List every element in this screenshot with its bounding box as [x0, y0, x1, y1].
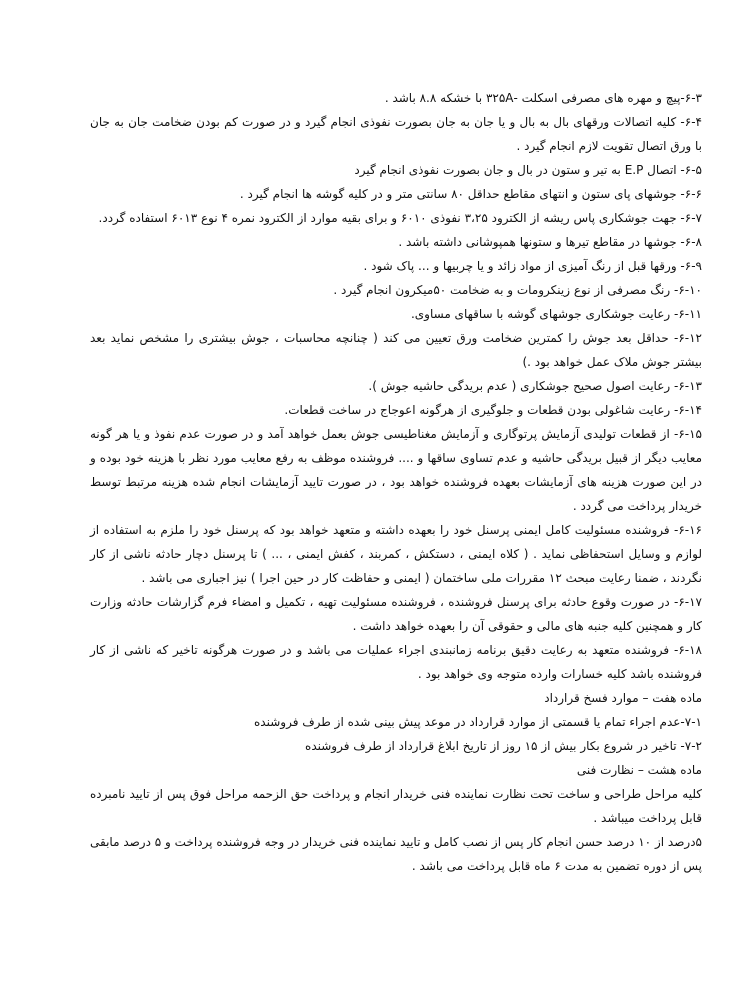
- clause-6-12: ۶-۱۲- حداقل بعد جوش را کمترین ضخامت ورق تعیین می کند ( چنانچه محاسبات ، جوش بیشتری را مشخص نماید بعد بیشتر جوش ملاک عمل خواهد بود .): [90, 331, 702, 369]
- clause-7-1: ۷-۱-عدم اجراء تمام یا قسمتی از موارد قرارداد در موعد پیش بینی شده از طرف فروشنده: [254, 715, 702, 729]
- clause-6-18: ۶-۱۸- فروشنده متعهد به رعایت دقیق برنامه زمانبندی اجراء عملیات می باشد و در صورت هرگونه تاخیر که ناشی از کار فروشنده باشد کلیه خسارات وارده متوجه وی خواهد بود .: [90, 643, 702, 681]
- supervision-paragraph: کلیه مراحل طراحی و ساخت تحت نظارت نماینده فنی خریدار انجام و پرداخت حق الزحمه مراحل فوق پس از تایید نامبرده قابل پرداخت میباشد .: [90, 787, 702, 825]
- clause-6-3: ۶-۳-پیچ و مهره های مصرفی اسکلت -۳۲۵A با خشکه ۸.۸ باشد .: [384, 91, 702, 105]
- clause-6-7: ۶-۷- جهت جوشکاری پاس ریشه از الکترود ۳،۲۵ نفوذی ۶۰۱۰ و برای بقیه موارد از الکترود نمره ۴ نوع ۶۰۱۳ استفاده گردد.: [98, 211, 702, 225]
- clause-6-10: ۶-۱۰- رنگ مصرفی از نوع زینکرومات و به ضخامت ۵۰میکرون انجام گیرد .: [333, 283, 702, 297]
- payment-paragraph: ۵درصد از ۱۰ درصد حسن انجام کار پس از نصب کامل و تایید نماینده فنی خریدار در وجه فروشنده پرداخت و ۵ درصد مابقی پس از دوره تضمین به مدت ۶ ماه قابل پرداخت می باشد .: [90, 835, 702, 873]
- article-8-heading: ماده هشت – نظارت فنی: [576, 763, 702, 777]
- clause-6-5: ۶-۵- اتصال E.P به تیر و ستون در بال و جان بصورت نفوذی انجام گیرد: [354, 163, 702, 177]
- clause-6-11: ۶-۱۱- رعایت جوشکاری جوشهای گوشه با ساقهای مساوی.: [410, 307, 702, 321]
- clause-7-2: ۷-۲- تاخیر در شروع بکار بیش از ۱۵ روز از تاریخ ابلاغ قرارداد از طرف فروشنده: [305, 739, 702, 753]
- clause-6-6: ۶-۶- جوشهای پای ستون و انتهای مقاطع حداقل ۸۰ سانتی متر و در کلیه گوشه ها انجام گیرد .: [239, 187, 702, 201]
- clause-6-17: ۶-۱۷- در صورت وقوع حادثه برای پرسنل فروشنده ، فروشنده مسئولیت تهیه ، تکمیل و امضاء فرم گزارشات حادثه وزارت کار و همچنین کلیه جنبه های مالی و حقوقی آن را بعهده خواهد داشت .: [90, 595, 702, 633]
- clause-6-15: ۶-۱۵- از قطعات تولیدی آزمایش پرتوگاری و آزمایش مغناطیسی جوش بعمل خواهد آمد و در صورت عدم نفوذ و یا هر گونه معایب دیگر از قبیل بریدگی حاشیه و عدم تساوی ساقها و .... فروشنده موظف به رفع معایب مورد نظر با هزینه خود بوده و در این صورت هزینه های آزمایشات بعهده فروشنده خواهد بود ، در صورت تایید آزمایشات انجام شده هزینه مرتبط توسط خریدار پرداخت می گردد .: [90, 427, 702, 513]
- clause-6-4: ۶-۴- کلیه اتصالات ورقهای بال به بال و یا جان به جان بصورت نفوذی انجام گیرد و در صورت کم بودن ضخامت جان به جان با ورق اتصال تقویت لازم انجام گیرد .: [90, 115, 702, 153]
- clause-6-14: ۶-۱۴- رعایت شاغولی بودن قطعات و جلوگیری از هرگونه اعوجاج در ساخت قطعات.: [284, 403, 702, 417]
- article-7-heading: ماده هفت – موارد فسخ قرارداد: [544, 691, 702, 705]
- clause-6-13: ۶-۱۳- رعایت اصول صحیح جوشکاری ( عدم بریدگی حاشیه جوش ).: [368, 379, 702, 393]
- clause-6-8: ۶-۸- جوشها در مقاطع تیرها و ستونها همپوشانی داشته باشد .: [398, 235, 702, 249]
- clause-6-16: ۶-۱۶- فروشنده مسئولیت کامل ایمنی پرسنل خود را بعهده داشته و متعهد خواهد بود که پرسنل خود را ملزم به استفاده از لوازم و وسایل استحفاظی نماید . ( کلاه ایمنی ، دستکش ، کمربند ، کفش ایمنی ، ... ) تا پرسنل دچار حادثه ناشی از کار نگردند ، ضمنا رعایت مبحث ۱۲ مقررات ملی ساختمان ( ایمنی و حفاظت کار در حین اجرا ) نیز اجباری می باشد .: [90, 523, 702, 585]
- clause-6-9: ۶-۹- ورقها قبل از رنگ آمیزی از مواد زائد و یا چربیها و ... پاک شود .: [363, 259, 702, 273]
